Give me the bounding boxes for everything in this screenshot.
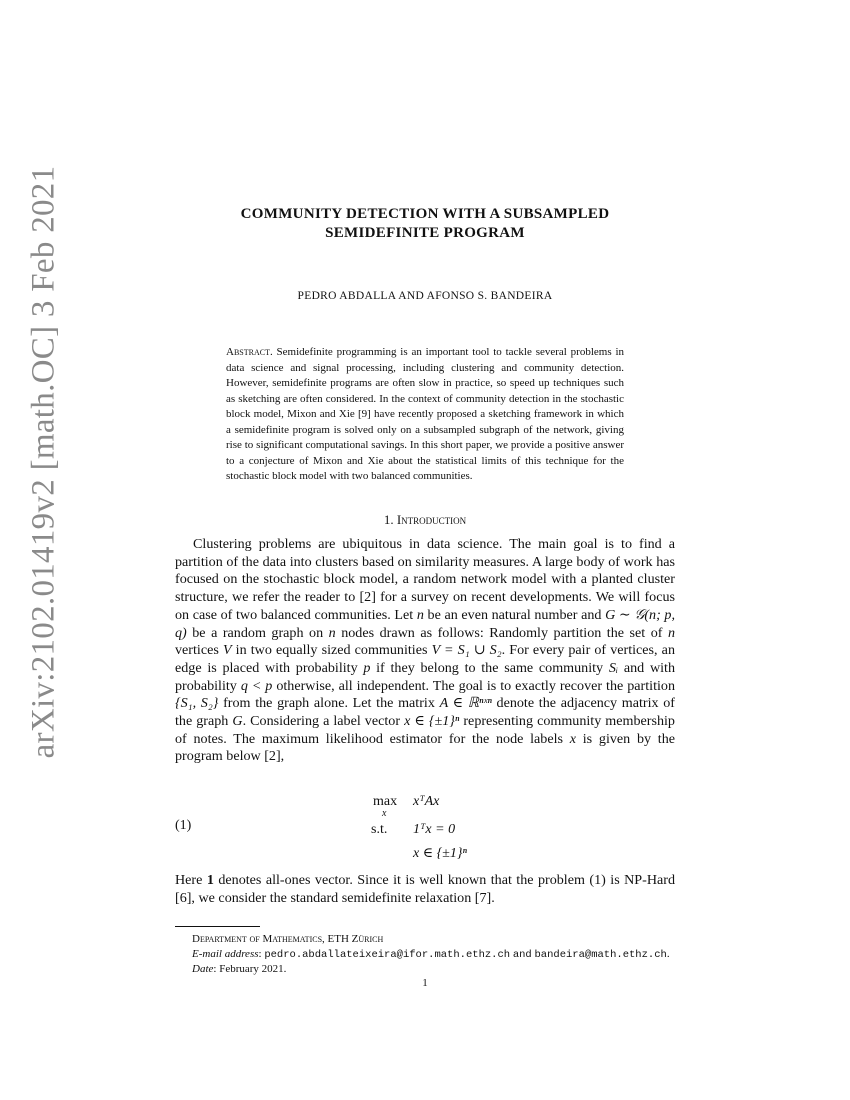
text-run: otherwise, all independent. The goal is to exactly recover the partition: [272, 677, 675, 694]
text-run: Here: [175, 872, 207, 888]
page-number: 1: [422, 977, 428, 989]
section-heading: [175, 512, 675, 528]
math-V: V: [222, 642, 232, 659]
arxiv-side-stamp: [0, 0, 90, 1100]
text-run: representing community membership of notes. The maximum likelihood estimator for the node labels: [175, 713, 675, 747]
abstract-label: Abstract.: [226, 346, 273, 358]
text-run: from the graph alone. Let the matrix: [218, 695, 440, 712]
math-label-vector: x ∈ {±1}ⁿ: [404, 713, 460, 730]
arxiv-identifier: arXiv:2102.01419v2 [math.OC] 3 Feb 2021: [25, 165, 62, 759]
text-run: Clustering problems are ubiquitous in data science. The main goal is to find a partition of the data into clusters based on similarity measures. A large body of work has focused on the stochastic block model, a random network model with a planted cluster structure, we refer the reader to [2] for a survey on recent developments. We will focus on case of two balanced communities. Let: [175, 536, 675, 623]
text-run: be an even natural number and: [423, 606, 606, 623]
footnote-divider: [175, 926, 260, 927]
title-line-2: SEMIDEFINITE PROGRAM: [325, 225, 525, 241]
text-run: in two equally sized communities: [231, 642, 432, 659]
text-run: . Considering a label vector: [242, 713, 405, 730]
text-run: denotes all-ones vector. Since it is well known that the problem (1) is NP-Hard [6], we consider the standard semidefinite relaxation [7].: [175, 872, 676, 906]
abstract-text: Semidefinite programming is an important tool to tackle several problems in data science and signal processing, including clustering and community detection. However, semidefinite programs are often slow in practice, so speed up techniques such as sketching are often considered. In the context of community detection in the stochastic block model, Mixon and Xie [9] have recently proposed a sketching framework in which a semidefinite program is solved only on a subsampled subgraph of the network, giving rise to significant computational savings. In this short paper, we provide a positive answer to a conjecture of Mixon and Xie about the statistical limits of this technique for the stochastic block model with two balanced communities.: [226, 346, 625, 482]
abstract: [226, 345, 624, 485]
email-and: and: [512, 948, 532, 961]
binary-constraint: x ∈ {±1}ⁿ: [413, 846, 467, 861]
math-p: p: [363, 659, 371, 676]
math-n: n: [328, 624, 336, 641]
email-link-1[interactable]: pedro.abdallateixeira@ifor.math.ethz.ch: [264, 948, 511, 961]
section-number: 1.: [383, 512, 394, 527]
math-n: n: [416, 606, 424, 623]
affiliation: Department of Mathematics, ETH Zürich: [192, 933, 384, 945]
math-n: n: [667, 624, 675, 641]
text-run: vertices: [175, 642, 223, 659]
text-run: be a random graph on: [186, 624, 329, 641]
subject-to-label: s.t.: [371, 822, 388, 837]
date-label: Date: [192, 963, 214, 975]
intro-paragraph: [175, 536, 675, 766]
math-graph-distribution: G ∼ 𝒢(n; p, q): [175, 606, 675, 641]
equation-number: (1): [175, 818, 192, 833]
math-all-ones: 1: [206, 872, 214, 888]
paper-authors: PEDRO ABDALLA AND AFONSO S. BANDEIRA: [297, 290, 553, 302]
text-run: denote the adjacency matrix of the graph: [175, 695, 675, 730]
math-adjacency-matrix: A ∈ ℝⁿˣⁿ: [439, 695, 492, 712]
balance-constraint: 1ᵀx = 0: [413, 822, 456, 837]
text-run: nodes drawn as follows: Randomly partition the set of: [335, 624, 668, 641]
date-value: February 2021.: [219, 963, 287, 975]
date-line: Date: February 2021.: [192, 963, 287, 975]
email-link-2[interactable]: bandeira@math.ethz.ch: [534, 948, 667, 961]
section-name: Introduction: [396, 512, 467, 527]
max-subscript: x: [382, 808, 387, 819]
footnotes: [192, 932, 692, 977]
text-run: is given by the program below [2],: [175, 730, 675, 765]
math-partition: {S₁, S₂}: [175, 695, 219, 712]
email-label: E-mail address: [192, 947, 259, 960]
math-q-less-p: q < p: [240, 677, 273, 694]
math-x: x: [569, 730, 577, 747]
text-run: . For every pair of vertices, an edge is placed with probability: [175, 642, 675, 676]
email-line: E-mail address: pedro.abdallateixeira@ifor.math.ethz.ch and bandeira@math.ethz.ch.: [192, 947, 670, 961]
paper-title: [175, 205, 675, 243]
math-Si: Sᵢ: [608, 659, 619, 676]
math-G: G: [232, 713, 243, 730]
text-run: and with probability: [175, 659, 675, 694]
math-vertex-union: V = S₁ ∪ S₂: [431, 642, 502, 659]
max-operator: max: [373, 794, 398, 809]
objective-function: xᵀAx: [413, 794, 440, 809]
title-line-1: COMMUNITY DETECTION WITH A SUBSAMPLED: [240, 206, 610, 222]
text-run: if they belong to the same community: [370, 659, 609, 676]
relaxation-paragraph: [175, 872, 675, 907]
